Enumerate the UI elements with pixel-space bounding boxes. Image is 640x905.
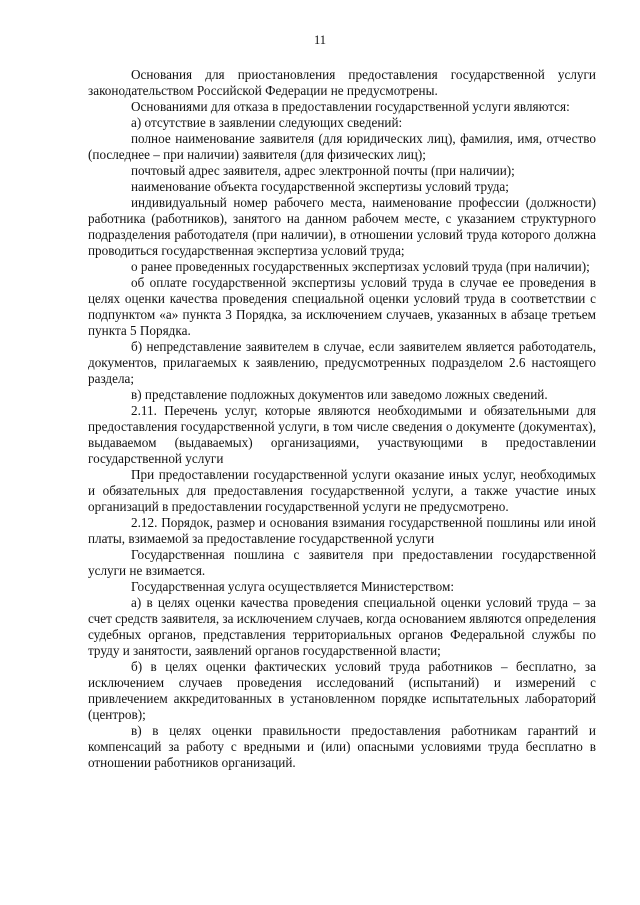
- paragraph-object-name: наименование объекта государственной экспертизы условий труда;: [131, 179, 509, 194]
- paragraph-suspension-grounds: Основания для приостановления предоставления государственной услуги законодательством Российской Федерации не предусмотрены.: [88, 67, 596, 98]
- paragraph-previous-expertise: о ранее проведенных государственных экспертизах условий труда (при наличии);: [131, 259, 590, 274]
- paragraph-applicant-name: полное наименование заявителя (для юридических лиц), фамилия, имя, отчество (последнее – при наличии) заявителя (для физических лиц);: [88, 131, 596, 162]
- document-body: [88, 67, 596, 771]
- paragraph-workplace-number: индивидуальный номер рабочего места, наименование профессии (должности) работника (работников), занятого на данном рабочем месте, с указанием структурного подразделения работодателя (при наличии), в отношении условий труда которого должна проводиться государственная экспертиза условий труда;: [88, 195, 596, 258]
- paragraph-ministry: Государственная услуга осуществляется Министерством:: [131, 579, 455, 594]
- paragraph-missing-info: а) отсутствие в заявлении следующих сведений:: [131, 115, 403, 130]
- paragraph-non-submission: б) непредставление заявителем в случае, если заявителем является работодатель, документов, прилагаемых к заявлению, предусмотренных подразделом 2.6 настоящего раздела;: [88, 339, 596, 386]
- page-number: 11: [313, 33, 327, 47]
- section-heading-2-11: 2.11. Перечень услуг, которые являются необходимыми и обязательными для предоставления государственной услуги, в том числе сведения о документе (документах), выдаваемом (выдаваемых) организациями, участвующими в предоставлении государственной услуги: [88, 403, 596, 466]
- paragraph-refusal-grounds: Основаниями для отказа в предоставлении государственной услуги являются:: [131, 99, 570, 114]
- paragraph-forged-documents: в) представление подложных документов или заведомо ложных сведений.: [131, 387, 548, 402]
- paragraph-payment: об оплате государственной экспертизы условий труда в случае ее проведения в целях оценки качества проведения специальной оценки условий труда в соответствии с подпунктом «а» пункта 3 Порядка, за исключением случаев, указанных в абзаце третьем пункта 5 Порядка.: [88, 275, 596, 338]
- paragraph-item-b: б) в целях оценки фактических условий труда работников – бесплатно, за исключением случаев проведения исследований (испытаний) и измерений с привлечением аккредитованных в установленном порядке испытательных лабораторий (центров);: [88, 659, 596, 722]
- paragraph-item-c: в) в целях оценки правильности предоставления работникам гарантий и компенсаций за работу с вредными и (или) опасными условиями труда бесплатно в отношении работников организаций.: [88, 723, 596, 770]
- section-heading-2-12: 2.12. Порядок, размер и основания взимания государственной пошлины или иной платы, взимаемой за предоставление государственной услуги: [88, 515, 596, 546]
- paragraph-state-fee: Государственная пошлина с заявителя при предоставлении государственной услуги не взимается.: [88, 547, 596, 578]
- paragraph-other-services: При предоставлении государственной услуги оказание иных услуг, необходимых и обязательных для предоставления государственной услуги, а также участие иных организаций в предоставлении государственной услуги не предусмотрено.: [88, 467, 596, 514]
- paragraph-item-a: а) в целях оценки качества проведения специальной оценки условий труда – за счет средств заявителя, за исключением случаев, когда основанием являются определения судебных органов, представления территориальных органов Федеральной службы по труду и занятости, заявлений органов государственной власти;: [88, 595, 596, 658]
- paragraph-postal-address: почтовый адрес заявителя, адрес электронной почты (при наличии);: [131, 163, 515, 178]
